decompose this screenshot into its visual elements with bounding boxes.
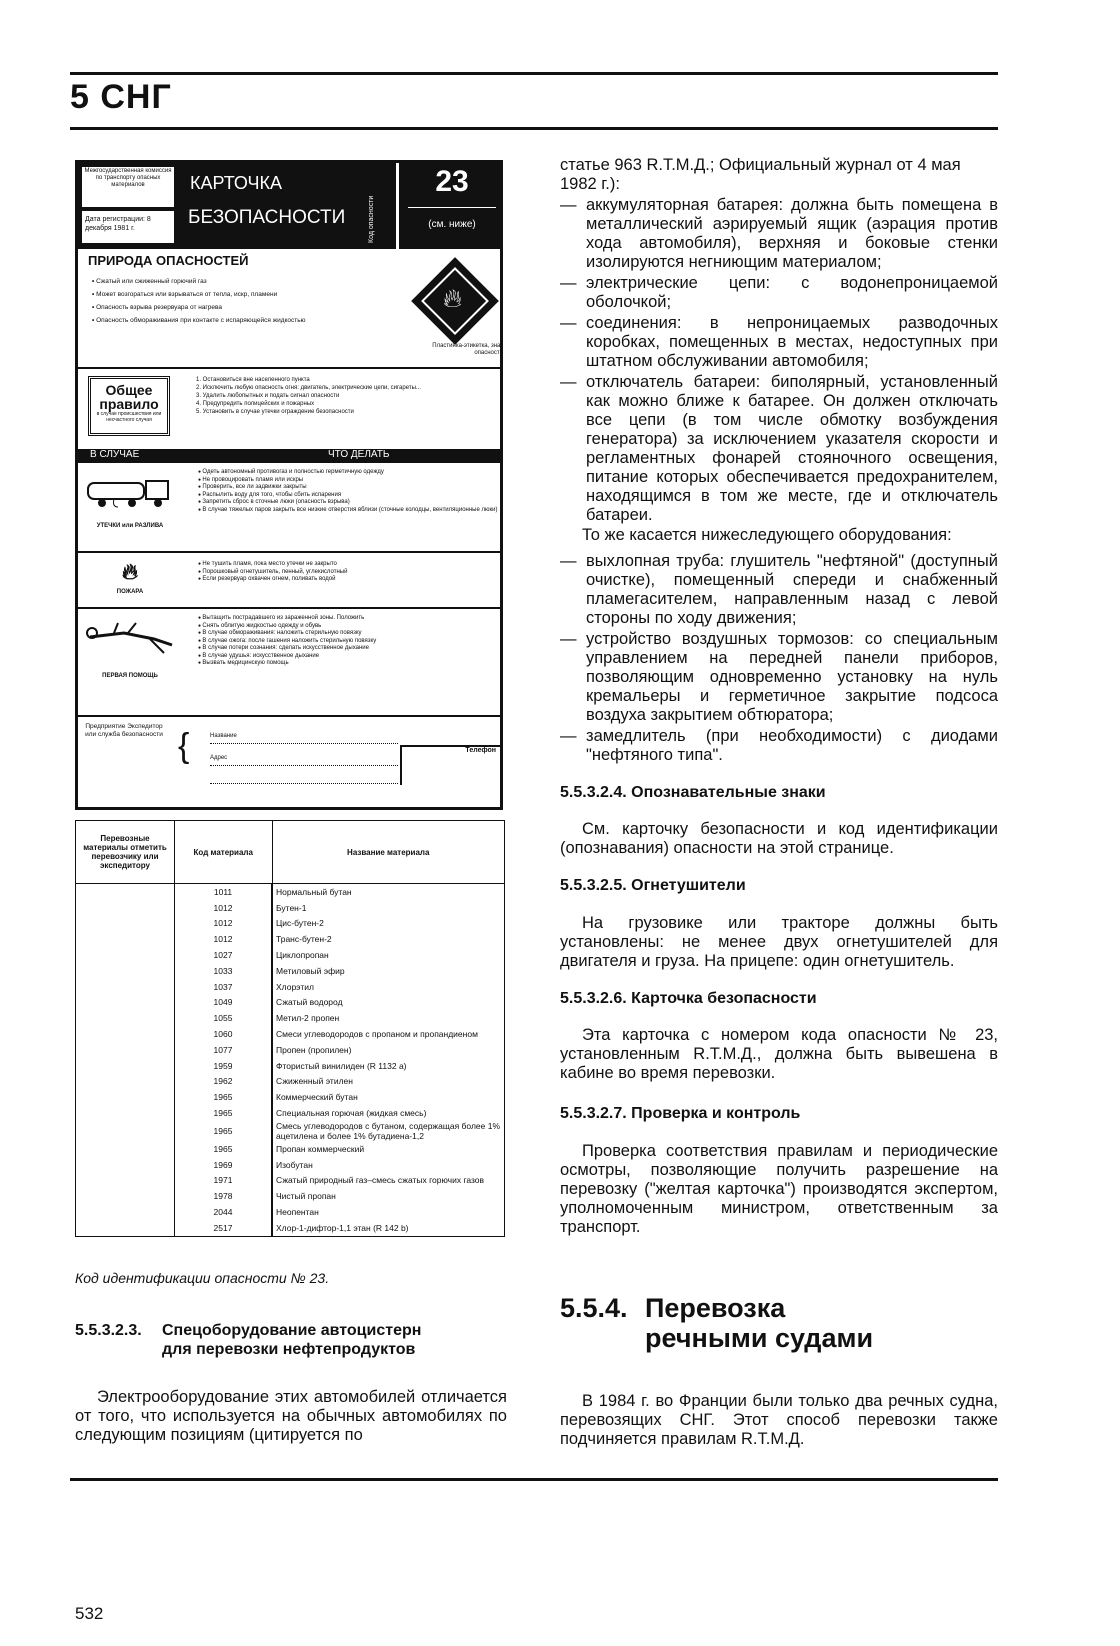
- table-row: [76, 1204, 505, 1220]
- brace: {: [178, 727, 190, 765]
- shipper-cell: [76, 1058, 175, 1074]
- flame-icon: 🔥︎: [443, 283, 463, 313]
- rule-item: 5. Установить в случае утечки ограждение безопасности: [196, 409, 354, 415]
- table-row: [76, 1058, 505, 1074]
- para-5-5-4: В 1984 г. во Франции были только два речных судна, перевозящих СНГ. Этот способ перевозки также подчиняется правилам R.T.M.Д.: [560, 1392, 998, 1448]
- material-name-cell: Пропен (пропилен): [272, 1042, 505, 1058]
- section-bar: [78, 449, 500, 463]
- shipper-cell: [76, 931, 175, 947]
- action-item: ● В случае тяжелых паров закрыть все низкие отверстия вблизи (сточные колодцы, вентиляционные люки): [198, 507, 498, 515]
- code-cell: 1959: [175, 1058, 273, 1074]
- rule-item: 2. Исключить любую опасность огня: двигатель, электрические цепи, сигареты...: [196, 385, 421, 391]
- code-cell: 1055: [175, 1010, 273, 1026]
- table-row: [76, 1121, 505, 1141]
- material-name-cell: Сжатый природный газ–смесь сжатых горючих газов: [272, 1173, 505, 1189]
- shipper-cell: [76, 1026, 175, 1042]
- general-rules: [196, 376, 496, 416]
- shipper-cell: [76, 1173, 175, 1189]
- hazard-diamond-icon: [411, 257, 501, 347]
- action-item: ● Снять облитую жидкостью одежду и обувь: [198, 623, 498, 631]
- name-field: Название: [210, 733, 398, 744]
- materials-table: [75, 820, 505, 1237]
- table-row: [76, 1188, 505, 1204]
- action-item: ● В случае потери сознания: сделать искусственное дыхание: [198, 645, 498, 653]
- rule-item: 1. Остановиться вне населенного пункта: [196, 377, 310, 383]
- address-field: Адрес: [210, 755, 398, 766]
- table-row: [76, 1089, 505, 1105]
- general-rule-sub: в случае происшествия или несчастного случая: [96, 411, 162, 423]
- table-row: [76, 1074, 505, 1090]
- code-cell: 1965: [175, 1089, 273, 1105]
- code-cell: 1965: [175, 1121, 273, 1141]
- extra-field: [210, 773, 398, 784]
- para-5-5-3-2-7: Проверка соответствия правилам и периодические осмотры, позволяющие получить разрешение на перевозку ("желтая карточка") производятся экспертом, уполномоченным министром, ответственным за транспорт.: [560, 1142, 998, 1236]
- heading-5-5-3-2-3-line1: Спецоборудование автоцистерн: [162, 1322, 422, 1339]
- code-cell: 1962: [175, 1074, 273, 1090]
- material-name-cell: Коммерческий бутан: [272, 1089, 505, 1105]
- material-name-cell: Специальная горючая (жидкая смесь): [272, 1105, 505, 1121]
- material-name-cell: Сжиженный этилен: [272, 1074, 505, 1090]
- material-name-cell: Чистый пропан: [272, 1188, 505, 1204]
- code-cell: 1012: [175, 931, 273, 947]
- material-name-cell: Неопентан: [272, 1204, 505, 1220]
- table-row: [76, 931, 505, 947]
- table-row: [76, 1010, 505, 1026]
- table-row: [76, 963, 505, 979]
- heading-5-5-4-line2: речными судами: [645, 1323, 874, 1353]
- shipper-cell: [76, 1204, 175, 1220]
- hazard-item: • Может возгораться или взрываться от тепла, искр, пламени: [92, 290, 392, 299]
- footer-rule: [70, 1478, 998, 1481]
- table-row: [76, 1157, 505, 1173]
- table-row: [76, 1026, 505, 1042]
- shipper-cell: [76, 1157, 175, 1173]
- code-cell: 2044: [175, 1204, 273, 1220]
- shipper-cell: [76, 1105, 175, 1121]
- card-date: Дата регистрации: 8 декабря 1981 г.: [82, 211, 174, 243]
- phone-box: Телефон: [400, 745, 500, 785]
- code-cell: 1011: [175, 884, 273, 900]
- shipper-cell: [76, 900, 175, 916]
- hazard-item: • Опасность обмораживания при контакте с испаряющейся жидкостью: [92, 316, 392, 325]
- heading-5-5-4-num: 5.5.4.: [560, 1293, 628, 1323]
- general-rule-title: Общее правило: [99, 382, 159, 412]
- col-name: Название материала: [272, 821, 505, 884]
- code-cell: 1033: [175, 963, 273, 979]
- hazard-item: • Сжатый или сжиженный горючий газ: [92, 277, 392, 286]
- material-name-cell: Транс-бутен-2: [272, 931, 505, 947]
- action-item: ● Распылить воду для того, чтобы сбить испарения: [198, 492, 498, 500]
- list-item: — отключатель батареи: биполярный, установленный как можно ближе к батарее. Он должен отключать все цепи (в том числе обмотку возбуждения генератора) за исключением указателя скорости и регламентных фонарей стояночного освещения, питание которых обеспечивается предохранителем, находящимся в том же месте, где и отключатель батареи.: [560, 373, 998, 525]
- code-cell: 1965: [175, 1105, 273, 1121]
- hazard-item: • Опасность взрыва резервуара от нагрева: [92, 303, 392, 312]
- shipper-cell: [76, 1141, 175, 1157]
- code-cell: 1060: [175, 1026, 273, 1042]
- shipper-cell: [76, 963, 175, 979]
- code-cell: 1012: [175, 900, 273, 916]
- action-item: ● Если резервуар охвачен огнем, поливать водой: [198, 576, 498, 584]
- card-divider: [396, 163, 399, 249]
- material-name-cell: Смеси углеводородов с пропаном и пропандиеном: [272, 1026, 505, 1042]
- general-rule-box: [88, 376, 170, 436]
- first-aid-label: ПЕРВАЯ ПОМОЩЬ: [102, 673, 158, 679]
- list-item: — замедлитель (при необходимости) с диодами "нефтяного типа".: [560, 727, 998, 765]
- chapter-title: 5 СНГ: [70, 78, 172, 116]
- table-row: [76, 947, 505, 963]
- shipper-cell: [76, 1188, 175, 1204]
- shipper-cell: [76, 884, 175, 900]
- shipper-cell: [76, 1074, 175, 1090]
- shipper-cell: [76, 1220, 175, 1236]
- para-5-5-3-2-4: См. карточку безопасности и код идентификации (опознавания) опасности на этой странице.: [560, 820, 998, 857]
- rule-item: 3. Удалить любопытных и подать сигнал опасности: [196, 393, 340, 399]
- casualty-icon: [84, 619, 176, 661]
- top-rule: [70, 72, 998, 75]
- heading-5-5-3-2-3-line2: для перевозки нефтепродуктов: [162, 1341, 416, 1358]
- para-intro: статье 963 R.T.M.Д.; Официальный журнал от 4 мая 1982 г.):: [560, 156, 961, 193]
- action-item: ● Проверить, все ли задвижки закрыты: [198, 484, 498, 492]
- code-cell: 1965: [175, 1141, 273, 1157]
- list-electrical: [560, 196, 998, 527]
- list-item: — выхлопная труба: глушитель "нефтяной" (доступный очистке), помещенный спереди и снабженный пламегасителем, направленным назад с левой стороны по ходу движения;: [560, 552, 998, 628]
- safety-card: [75, 160, 503, 810]
- heading-5-5-3-2-3-num: 5.5.3.2.3.: [75, 1322, 142, 1339]
- action-item: ● Порошковый огнетушитель, пенный, углекислотный: [198, 569, 498, 577]
- shipper-cell: [76, 979, 175, 995]
- fire-label: ПОЖАРА: [116, 589, 144, 595]
- page-number: 532: [75, 1604, 104, 1623]
- col-shipper: Перевозные материалы отметить перевозчику или экспедитору: [76, 821, 175, 884]
- code-cell: 1978: [175, 1188, 273, 1204]
- truck-icon: [84, 477, 176, 511]
- bar-left: В СЛУЧАЕ: [90, 449, 140, 460]
- para-electrical: Электрооборудование этих автомобилей отличается от того, что используется на обычных автомобилях по следующим позициям (цитируется по: [75, 1388, 507, 1444]
- table-row: [76, 1105, 505, 1121]
- heading-5-5-3-2-7: 5.5.3.2.7. Проверка и контроль: [560, 1105, 801, 1122]
- para-5-5-3-2-5: На грузовике или тракторе должны быть установлены: не менее двух огнетушителей для двигателя и груза. На прицепе: один огнетушитель.: [560, 914, 998, 970]
- leak-actions: [198, 469, 498, 514]
- table-row: [76, 1042, 505, 1058]
- table-row: [76, 1220, 505, 1236]
- header-rule: [70, 127, 998, 130]
- table-row: [76, 1141, 505, 1157]
- heading-5-5-4-line1: Перевозка: [645, 1293, 786, 1323]
- card-org: Межгосударственная комиссия по транспорту опасных материалов: [82, 167, 174, 207]
- action-item: ● Запретить сброс в сточные люки (опасность взрыва): [198, 499, 498, 507]
- hazard-list: [92, 277, 392, 329]
- shipper-cell: [76, 916, 175, 932]
- material-name-cell: Смесь углеводородов с бутаном, содержащая более 1% ацетилена и более 1% бутадиена-1,2: [272, 1121, 505, 1141]
- material-name-cell: Хлор-1-дифтор-1,1 этан (R 142 b): [272, 1220, 505, 1236]
- divider: [78, 607, 500, 609]
- card-side-label: Код опасности: [368, 195, 375, 243]
- action-item: ● Не провоцировать пламя или искры: [198, 477, 498, 485]
- code-cell: 2517: [175, 1220, 273, 1236]
- action-item: ● Одеть автономный противогаз и полностью герметичную одежду: [198, 469, 498, 477]
- shipper-cell: [76, 1010, 175, 1026]
- col-code: Код материала: [175, 821, 273, 884]
- action-item: ● В случае обмораживания: наложить стерильную повязку: [198, 630, 498, 638]
- material-name-cell: Циклопропан: [272, 947, 505, 963]
- divider: [78, 715, 500, 717]
- divider: [78, 367, 500, 369]
- material-name-cell: Цис-бутен-2: [272, 916, 505, 932]
- code-underline: [408, 207, 496, 208]
- see-below: (см. ниже): [428, 219, 476, 230]
- material-name-cell: Сжатый водород: [272, 995, 505, 1011]
- list-equipment: [560, 552, 998, 767]
- table-row: [76, 995, 505, 1011]
- shipper-cell: [76, 1121, 175, 1141]
- card-title-1: КАРТОЧКА: [190, 173, 282, 193]
- list-item: — электрические цепи: с водонепроницаемой оболочкой;: [560, 274, 998, 312]
- code-cell: 1049: [175, 995, 273, 1011]
- para-same: То же касается нижеследующего оборудования:: [582, 526, 952, 544]
- heading-5-5-3-2-5: 5.5.3.2.5. Огнетушители: [560, 877, 746, 894]
- heading-5-5-3-2-4: 5.5.3.2.4. Опознавательные знаки: [560, 784, 826, 801]
- heading-5-5-3-2-6: 5.5.3.2.6. Карточка безопасности: [560, 990, 817, 1007]
- action-item: ● В случае удушья: искусственное дыхание: [198, 653, 498, 661]
- shipper-label: Предприятие Экспедитор или служба безопасности: [85, 723, 163, 738]
- first-aid-actions: [198, 615, 498, 668]
- shipper-cell: [76, 1042, 175, 1058]
- action-item: ● Вызвать медицинскую помощь: [198, 660, 498, 668]
- card-title-2: БЕЗОПАСНОСТИ: [188, 207, 346, 228]
- rule-item: 4. Предупредить полицейских и пожарных: [196, 401, 315, 407]
- code-cell: 1969: [175, 1157, 273, 1173]
- hazard-title: ПРИРОДА ОПАСНОСТЕЙ: [88, 253, 249, 268]
- fire-icon: 🔥︎: [121, 559, 139, 584]
- shipper-cell: [76, 1089, 175, 1105]
- material-name-cell: Метиловый эфир: [272, 963, 505, 979]
- list-item: — соединения: в непроницаемых разводочных коробках, помещенных в местах, недоступных при штатном обслуживании автомобиля;: [560, 314, 998, 371]
- action-item: ● Вытащить пострадавшего из зараженной зоны. Положить: [198, 615, 498, 623]
- figure-caption: Код идентификации опасности № 23.: [75, 1270, 330, 1286]
- table-row: [76, 1173, 505, 1189]
- code-cell: 1027: [175, 947, 273, 963]
- code-cell: 1077: [175, 1042, 273, 1058]
- material-name-cell: Метил-2 пропен: [272, 1010, 505, 1026]
- hazard-code-number: 23: [435, 165, 469, 198]
- shipper-cell: [76, 947, 175, 963]
- table-row: [76, 884, 505, 900]
- list-item: — аккумуляторная батарея: должна быть помещена в металлический аэрируемый ящик (аэрация против хода автомобиля), верхняя и боковые стенки изолируются негниющим материалом;: [560, 196, 998, 272]
- material-name-cell: Изобутан: [272, 1157, 505, 1173]
- bar-right: ЧТО ДЕЛАТЬ: [328, 449, 390, 460]
- diamond-caption: Пластинка-этикетка, знак опасности: [432, 343, 503, 356]
- leak-label: УТЕЧКИ или РАЗЛИВА: [96, 523, 164, 529]
- code-cell: 1012: [175, 916, 273, 932]
- table-row: [76, 916, 505, 932]
- action-item: ● В случае ожога: после гашения наложить стерильную повязку: [198, 638, 498, 646]
- fire-actions: [198, 561, 498, 584]
- shipper-cell: [76, 995, 175, 1011]
- code-cell: 1037: [175, 979, 273, 995]
- para-5-5-3-2-6: Эта карточка с номером кода опасности № 23, установленным R.T.M.Д., должна быть вывешена в кабине во время перевозки.: [560, 1026, 998, 1082]
- code-cell: 1971: [175, 1173, 273, 1189]
- material-name-cell: Фтористый винилиден (R 1132 a): [272, 1058, 505, 1074]
- divider: [78, 551, 500, 553]
- material-name-cell: Пропан коммерческий: [272, 1141, 505, 1157]
- material-name-cell: Нормальный бутан: [272, 884, 505, 900]
- table-row: [76, 979, 505, 995]
- table-row: [76, 900, 505, 916]
- list-item: — устройство воздушных тормозов: со специальным управлением на передней панели приборов, позволяющим одновременно установку на нуль кремальеры и герметичное закрытие подсоса воздуха закрытием обтюратора;: [560, 630, 998, 725]
- material-name-cell: Хлорэтил: [272, 979, 505, 995]
- action-item: ● Не тушить пламя, пока место утечки не закрыто: [198, 561, 498, 569]
- card-header: [78, 163, 500, 249]
- material-name-cell: Бутен-1: [272, 900, 505, 916]
